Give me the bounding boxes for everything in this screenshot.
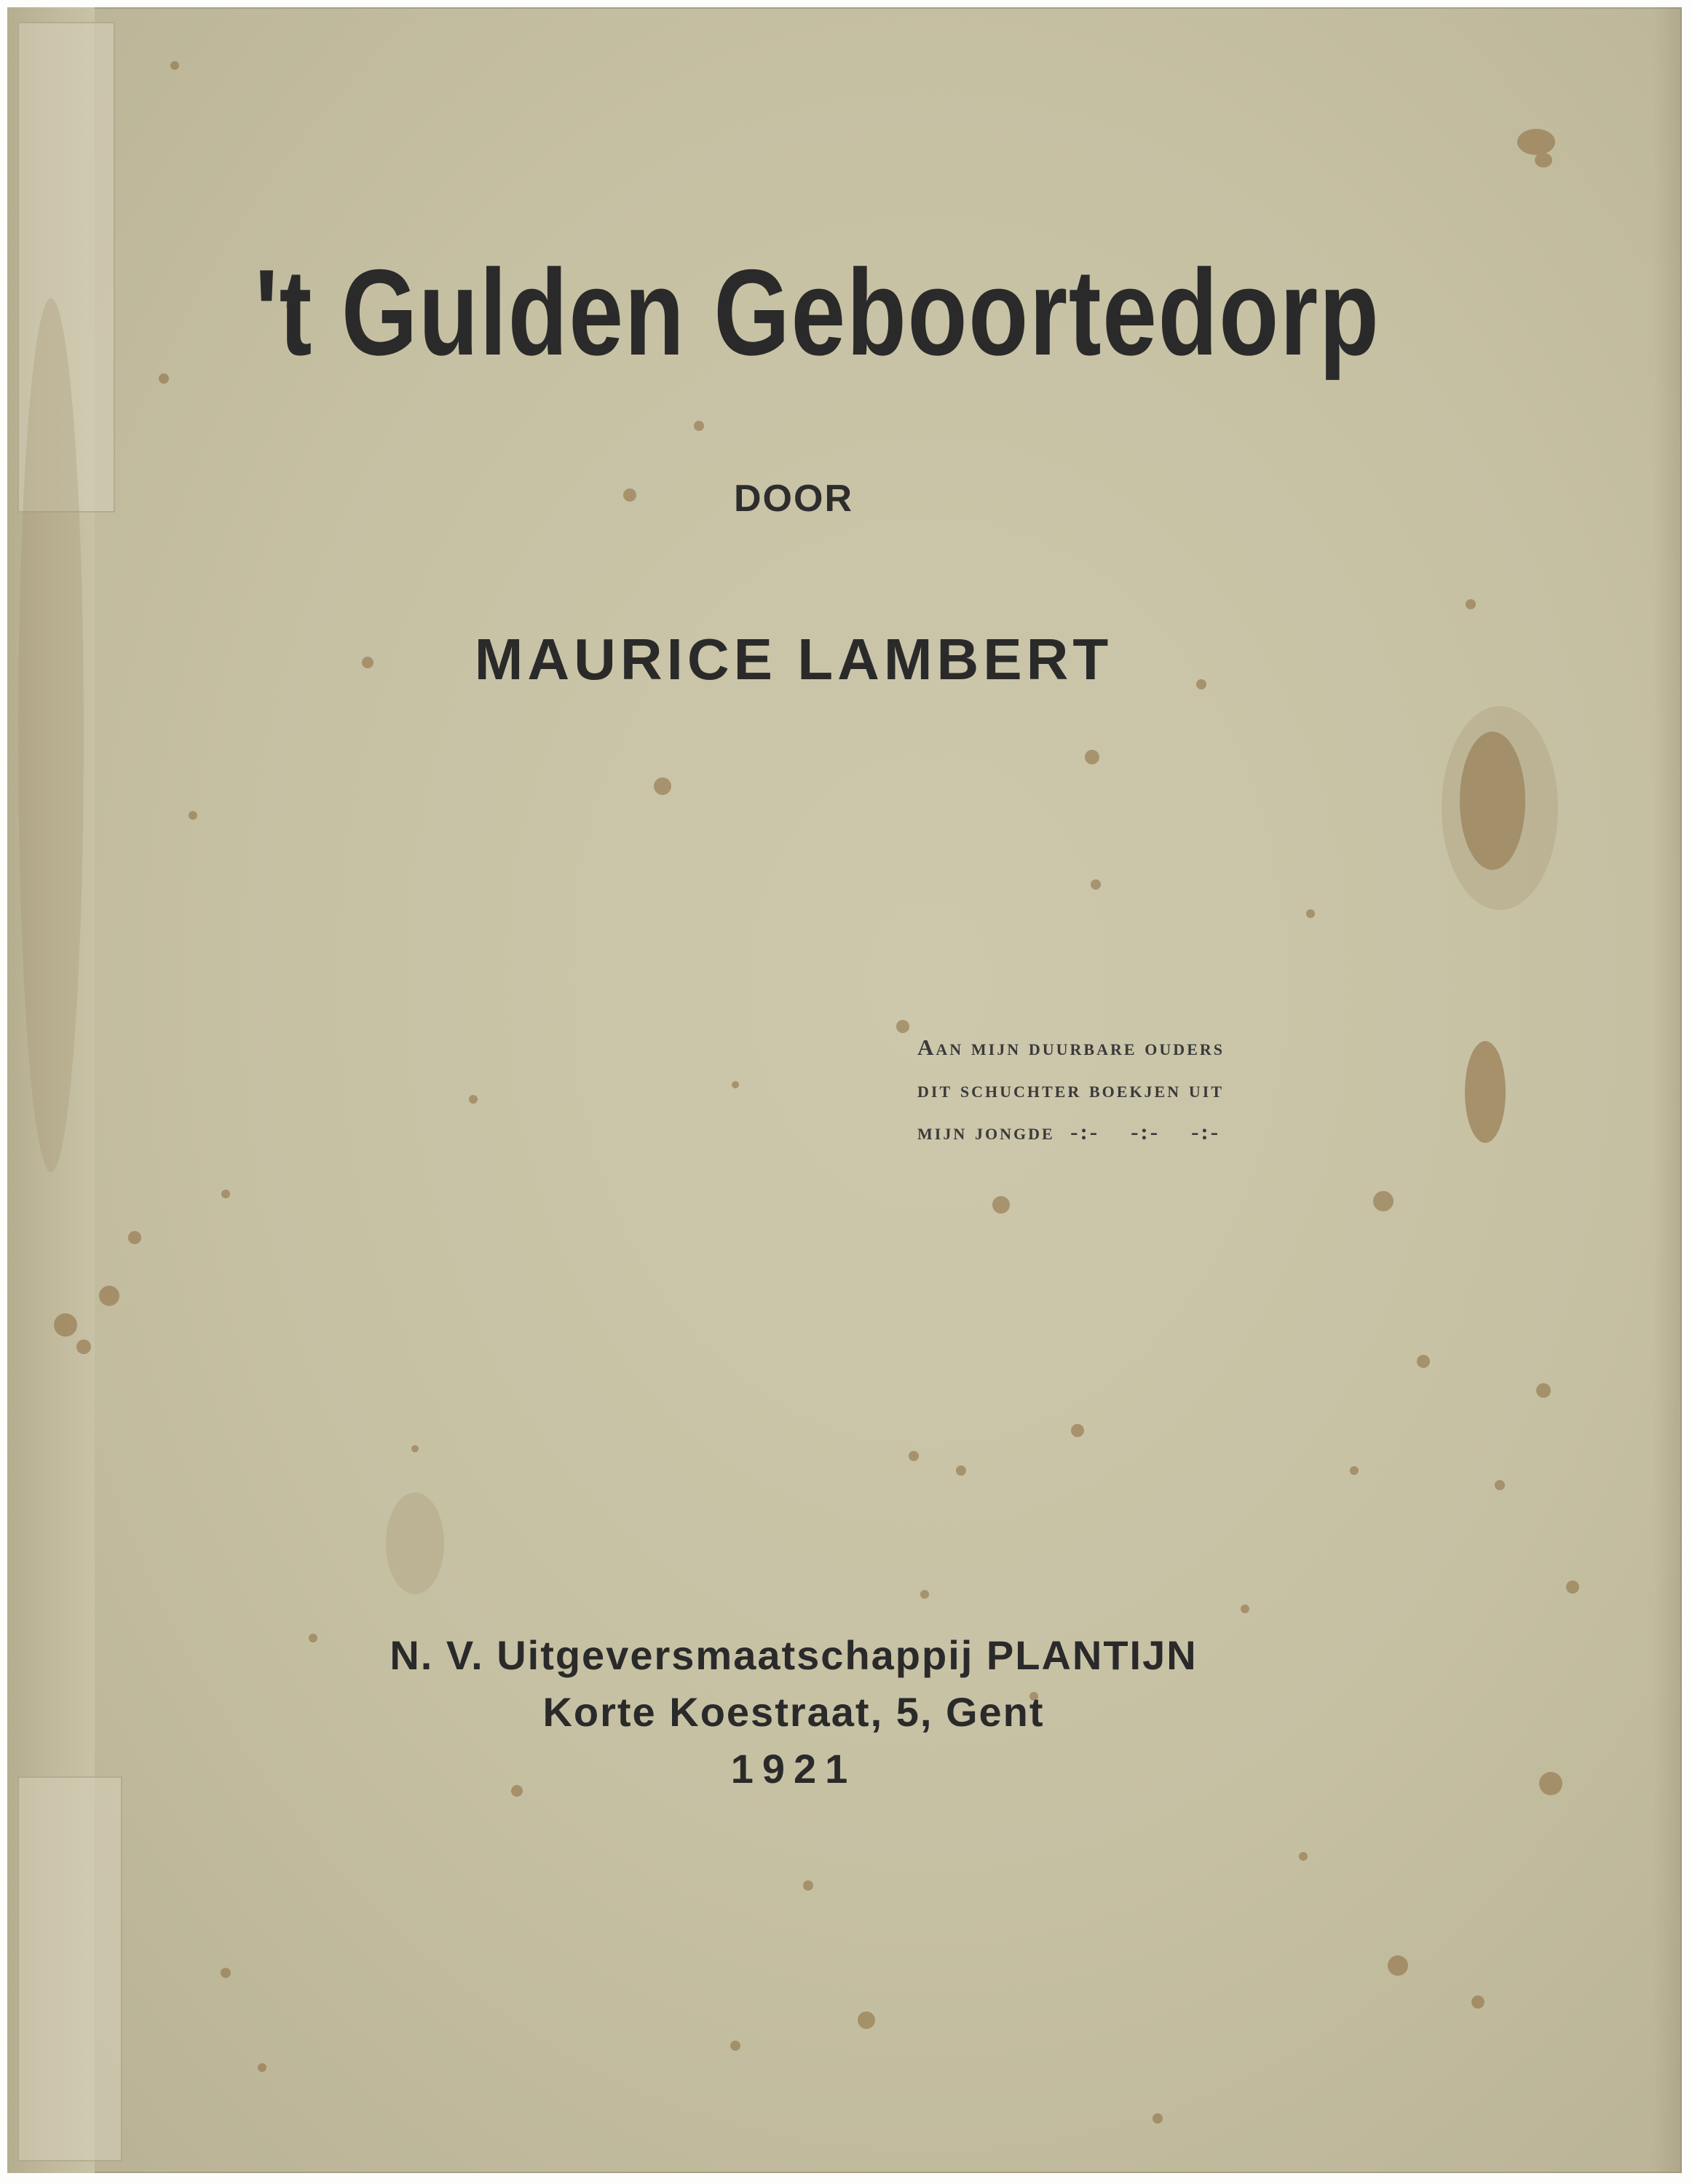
book-cover [7, 7, 1682, 2173]
dedication-line: Aan mijn duurbare ouders [917, 1034, 1225, 1060]
dedication-line: dit schuchter boekjen uit [917, 1077, 1224, 1102]
publisher-block [7, 1627, 1580, 1797]
author-name: MAURICE LAMBERT [474, 627, 1113, 692]
dedication [917, 1026, 1354, 1153]
publisher-address: Korte Koestraat, 5, Gent [542, 1689, 1045, 1735]
dedication-line: mijn jongde -:- -:- -:- [917, 1119, 1221, 1144]
publisher-name: N. V. Uitgeversmaatschappij PLANTIJN [390, 1632, 1198, 1678]
publication-year: 1921 [730, 1746, 857, 1792]
by-label: DOOR [734, 478, 853, 520]
book-title: 't Gulden Geboortedorp [255, 244, 1380, 381]
